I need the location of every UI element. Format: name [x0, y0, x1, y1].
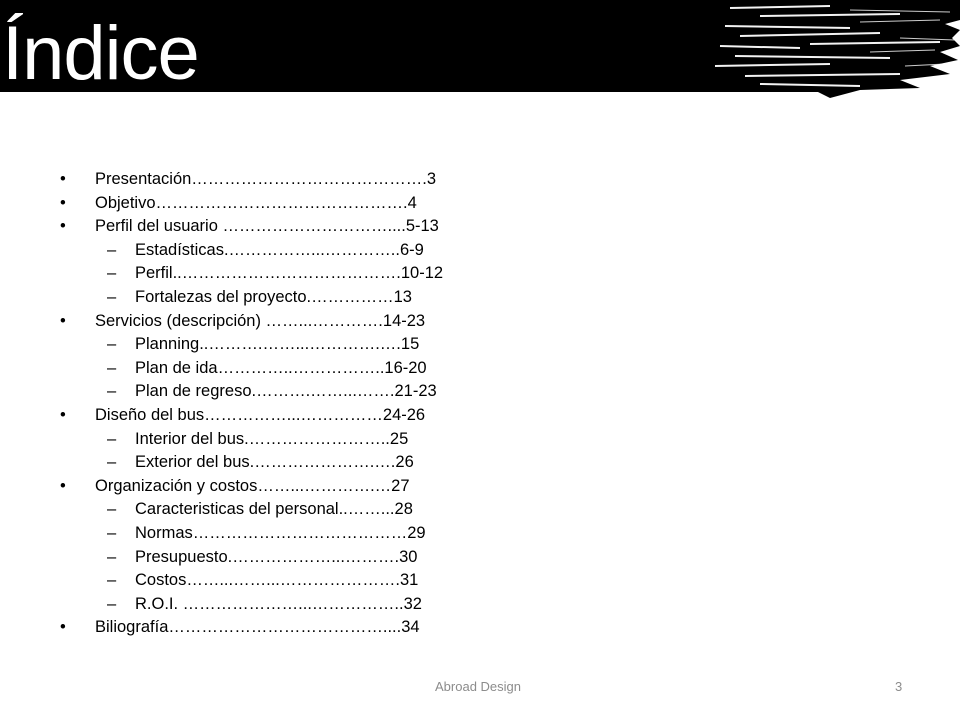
bullet-marker: •: [60, 311, 66, 330]
toc-entry-text: Perfil del usuario …………………………....5-13: [95, 217, 439, 236]
title-banner: [0, 0, 960, 110]
toc-entry-text: Organización y costos……...………….…27: [95, 476, 410, 495]
toc-subitem: [0, 498, 900, 522]
toc-subitem: [0, 428, 900, 452]
toc-entry-text: Biliografía…………………………………....34: [95, 618, 420, 637]
toc-item: [0, 310, 900, 334]
toc-item: [0, 192, 900, 216]
bullet-marker: •: [60, 193, 66, 212]
toc-subitem: [0, 239, 900, 263]
dash-marker: –: [107, 264, 117, 283]
toc-entry-text: Plan de ida…………..……………..16-20: [135, 358, 427, 377]
toc-entry-text: Perfil..………………………………….10-12: [135, 264, 444, 283]
bullet-marker: •: [60, 405, 66, 424]
dash-marker: –: [107, 358, 117, 377]
toc-item: [0, 404, 900, 428]
toc-subitem: [0, 262, 900, 286]
toc-entry-text: Servicios (descripción) ……...………….14-23: [95, 311, 426, 330]
toc-subitem: [0, 546, 900, 570]
toc-entry-text: R.O.I. …………………...……………..32: [135, 594, 422, 613]
toc-entry-text: Normas…………………………………29: [135, 523, 426, 542]
footer-label: Abroad Design: [435, 679, 521, 694]
toc-entry-text: Caracteristicas del personal..……...28: [135, 500, 413, 519]
toc-entry-text: Presupuesto.………………...……….30: [135, 547, 418, 566]
toc-subitem: [0, 451, 900, 475]
toc-subitem: [0, 333, 900, 357]
page-title: Índice: [2, 11, 199, 96]
toc-entry-text: Estadísticas.……………...…………..6-9: [135, 240, 424, 259]
toc-entry-text: Diseño del bus……………...……………24-26: [95, 405, 426, 424]
dash-marker: –: [107, 453, 117, 472]
dash-marker: –: [107, 287, 117, 306]
bullet-marker: •: [60, 476, 66, 495]
dash-marker: –: [107, 335, 117, 354]
toc-item: [0, 215, 900, 239]
toc-entry-text: Presentación…………………………………….3: [95, 170, 437, 188]
dash-marker: –: [107, 594, 117, 613]
toc-subitem: [0, 522, 900, 546]
bullet-marker: •: [60, 170, 66, 188]
toc-subitem: [0, 569, 900, 593]
dash-marker: –: [107, 571, 117, 590]
toc-item: [0, 168, 900, 192]
toc-entry-text: Exterior del bus.………………….….26: [135, 453, 414, 472]
toc-subitem: [0, 380, 900, 404]
toc-entry-text: Plan de regreso.……….……...…….21-23: [135, 382, 437, 401]
toc-entry-text: Fortalezas del proyecto.……………13: [135, 287, 412, 306]
table-of-contents: [0, 168, 900, 640]
toc-item: [0, 475, 900, 499]
toc-entry-text: Planning..……….……...………….….15: [135, 335, 420, 354]
dash-marker: –: [107, 547, 117, 566]
dash-marker: –: [107, 523, 117, 542]
toc-subitem: [0, 357, 900, 381]
bullet-marker: •: [60, 618, 66, 637]
page-number: 3: [895, 679, 903, 694]
toc-entry-text: Costos……...……...………………….31: [135, 571, 419, 590]
bullet-marker: •: [60, 217, 66, 236]
toc-subitem: [0, 593, 900, 617]
dash-marker: –: [107, 382, 117, 401]
toc-item: [0, 616, 900, 640]
dash-marker: –: [107, 429, 117, 448]
dash-marker: –: [107, 500, 117, 519]
dash-marker: –: [107, 240, 117, 259]
toc-entry-text: Interior del bus.……………………..25: [135, 429, 409, 448]
toc-subitem: [0, 286, 900, 310]
toc-entry-text: Objetivo……………………………………….4: [95, 193, 417, 212]
